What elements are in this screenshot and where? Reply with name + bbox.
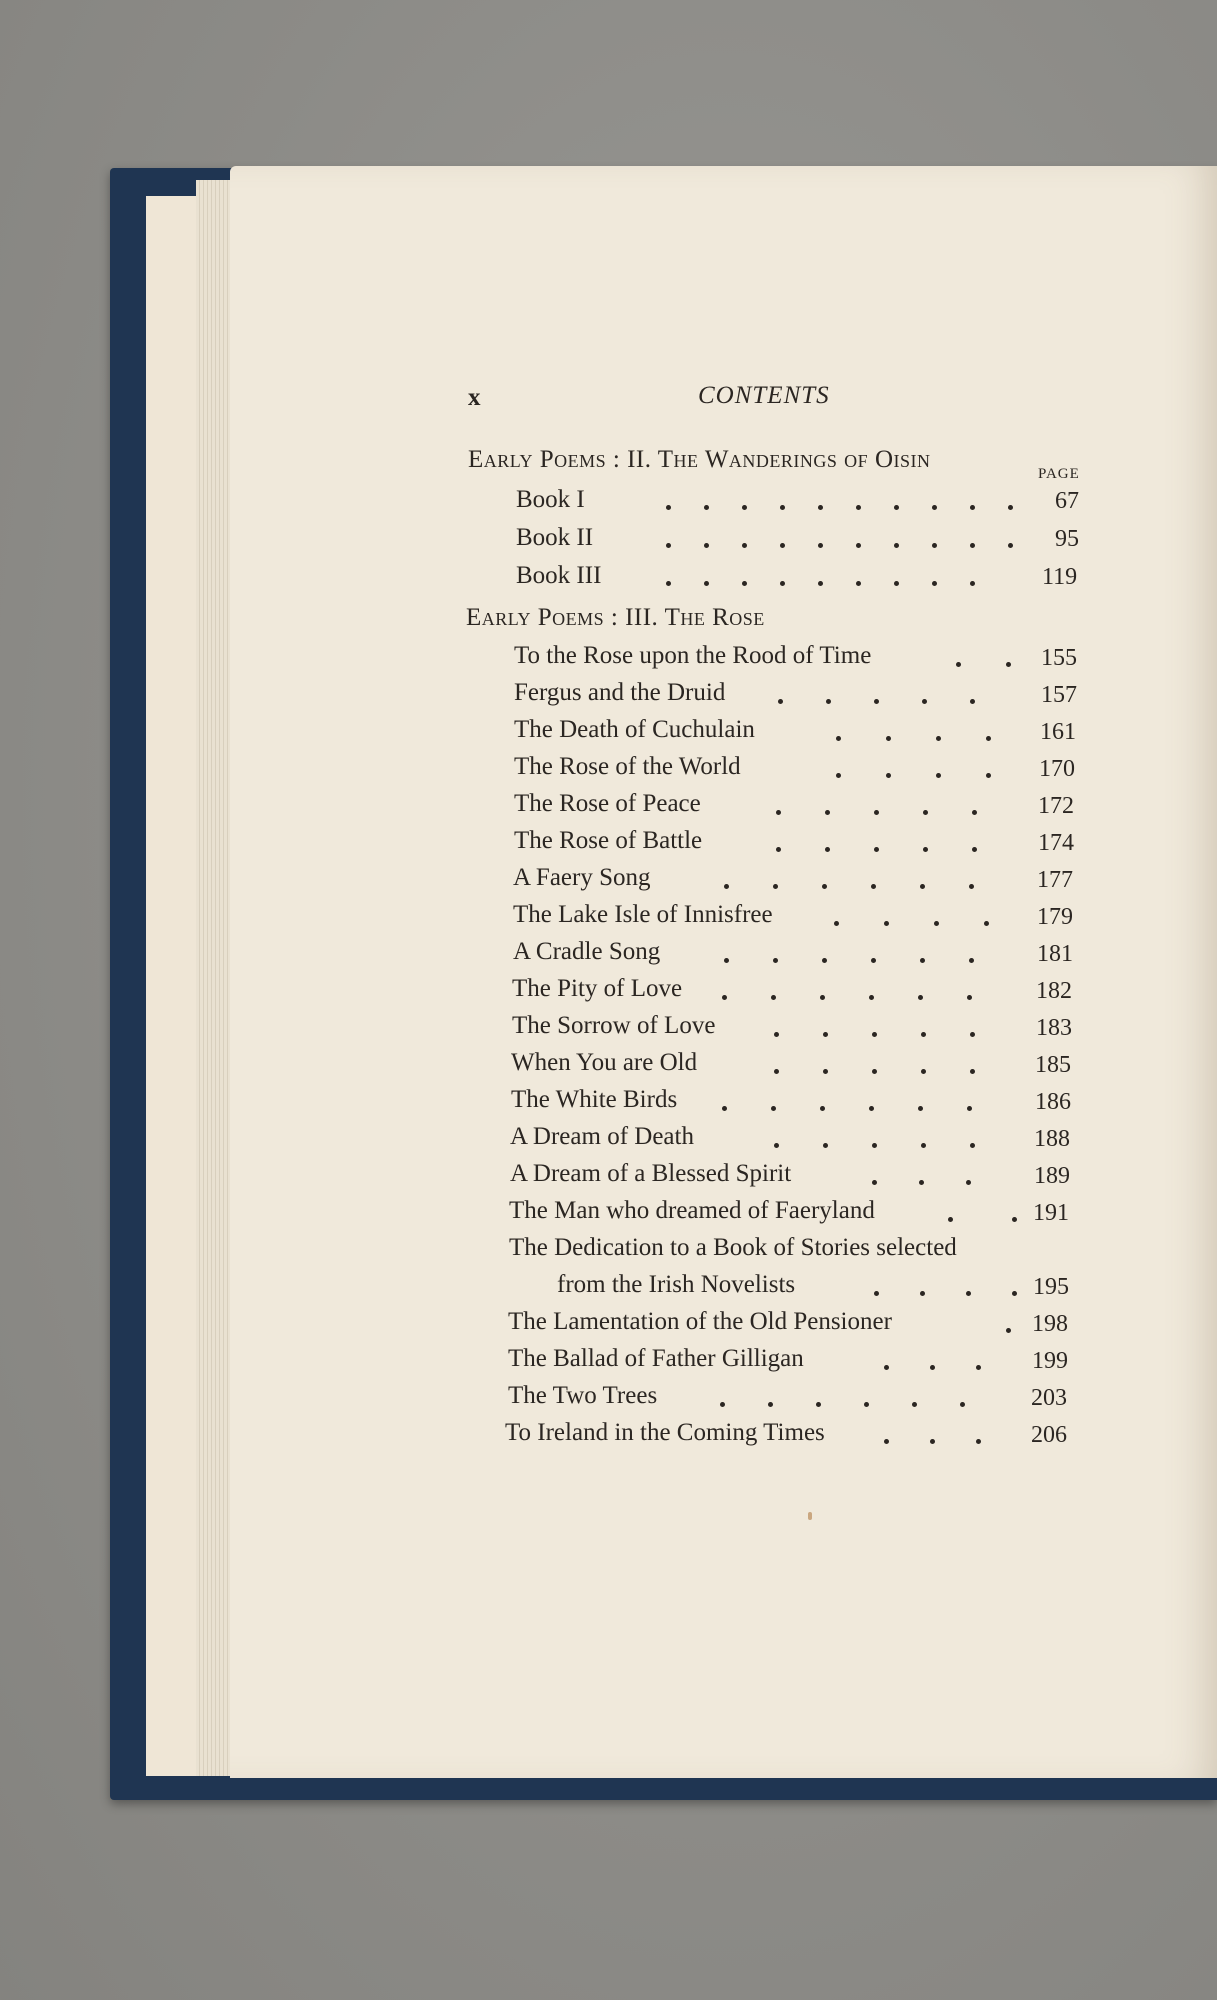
leader-dot [666,505,671,510]
toc-entry-title: The Pity of Love [512,975,683,1002]
leader-dot [894,581,899,586]
toc-entry-title: Book I [516,486,585,513]
toc-entry-title: The Two Trees [508,1382,658,1409]
page-number: x [468,384,481,411]
toc-entry-title: The White Birds [511,1086,678,1113]
leader-dot [864,1402,869,1407]
leader-dot [934,921,939,926]
leader-dot [967,1106,972,1111]
leader-dot [884,1439,889,1444]
leader-dot [771,995,776,1000]
leader-dot [818,543,823,548]
toc-entry-title: Book II [516,524,594,551]
leader-dot [780,505,785,510]
leader-dot [930,1439,935,1444]
leader-dot [720,1402,725,1407]
leader-dot [822,958,827,963]
leader-dot [773,958,778,963]
section-heading: Early Poems : II. The Wanderings of Oisin [468,446,931,473]
toc-entry-page: 203 [1031,1385,1067,1411]
leader-dot [948,1217,953,1222]
leader-dot [1012,1217,1017,1222]
leader-dot [776,847,781,852]
leader-dot [874,810,879,815]
leader-dot [969,958,974,963]
leader-dot [936,773,941,778]
toc-entry-page: 206 [1031,1422,1067,1448]
leader-dot [884,1365,889,1370]
leader-dot [918,995,923,1000]
leader-dot [822,884,827,889]
leader-dot [923,810,928,815]
toc-entry-page: 155 [1041,645,1077,671]
leader-dot [919,1180,924,1185]
toc-entry-page: 188 [1034,1126,1070,1152]
leader-dot [930,1365,935,1370]
leader-dot [869,1106,874,1111]
leader-dot [742,543,747,548]
leader-dot [826,699,831,704]
leader-dot [722,995,727,1000]
toc-entry-title: Fergus and the Druid [514,679,726,706]
toc-entry-continuation: from the Irish Novelists [557,1271,796,1298]
leader-dot [871,958,876,963]
leader-dot [724,884,729,889]
leader-dot [872,1032,877,1037]
leader-dot [972,847,977,852]
toc-entry-title: The Ballad of Father Gilligan [508,1345,804,1372]
leader-dot [836,736,841,741]
toc-entry-page: 161 [1040,719,1076,745]
leader-dot [984,921,989,926]
toc-entry-page: 177 [1037,867,1073,893]
leader-dot [932,543,937,548]
leader-dot [970,1032,975,1037]
leader-dot [894,505,899,510]
leader-dot [966,1180,971,1185]
toc-entry-page: 170 [1039,756,1075,782]
leader-dot [771,1106,776,1111]
leader-dot [970,1143,975,1148]
leader-dot [1006,1328,1011,1333]
leader-dot [836,773,841,778]
toc-entry-page: 119 [1042,564,1078,590]
leader-dot [869,995,874,1000]
page-column-label: PAGE [1038,466,1080,482]
toc-entry-title: To Ireland in the Coming Times [505,1419,825,1446]
toc-entry-title: The Rose of Peace [514,790,701,817]
leader-dot [920,958,925,963]
leader-dot [986,736,991,741]
leader-dot [932,581,937,586]
leader-dot [666,581,671,586]
leader-dot [818,581,823,586]
leader-dot [823,1069,828,1074]
leader-dot [780,543,785,548]
toc-entry-title: A Dream of a Blessed Spirit [510,1160,792,1187]
leader-dot [956,662,961,667]
toc-entry-title: The Rose of Battle [514,827,703,854]
toc-entry-title: The Lamentation of the Old Pensioner [508,1308,892,1335]
toc-entry-page: 174 [1038,830,1074,856]
toc-entry-title: The Rose of the World [514,753,741,780]
leader-dot [768,1402,773,1407]
leader-dot [967,995,972,1000]
leader-dot [960,1402,965,1407]
leader-dot [872,1069,877,1074]
leader-dot [1008,543,1013,548]
leader-dot [820,995,825,1000]
leader-dot [970,699,975,704]
leader-dot [820,1106,825,1111]
leader-dot [773,884,778,889]
toc-entry-title: The Lake Isle of Innisfree [513,901,773,928]
leader-dot [922,699,927,704]
toc-entry-page: 179 [1037,904,1073,930]
leader-dot [972,810,977,815]
leader-dot [886,736,891,741]
leader-dot [921,1032,926,1037]
toc-entry-page: 195 [1033,1274,1069,1300]
leader-dot [921,1069,926,1074]
leader-dot [704,543,709,548]
leader-dot [874,847,879,852]
paper-speck [808,1512,812,1520]
leader-dot [1008,505,1013,510]
leader-dot [666,543,671,548]
toc-entry-title: The Death of Cuchulain [514,716,755,743]
leader-dot [970,581,975,586]
leader-dot [774,1143,779,1148]
leader-dot [920,884,925,889]
toc-entry-page: 67 [1055,488,1079,514]
toc-entry-page: 198 [1032,1311,1068,1337]
leader-dot [722,1106,727,1111]
leader-dot [970,1069,975,1074]
leader-dot [704,505,709,510]
toc-entry-page: 182 [1036,978,1072,1004]
toc-entry-page: 172 [1038,793,1074,819]
leader-dot [872,1143,877,1148]
leader-dot [969,884,974,889]
leader-dot [871,884,876,889]
toc-entry-page: 186 [1035,1089,1071,1115]
leader-dot [780,581,785,586]
leader-dot [704,581,709,586]
leader-dot [918,1106,923,1111]
leader-dot [816,1402,821,1407]
leader-dot [856,581,861,586]
toc-entry-page: 185 [1035,1052,1071,1078]
leader-dot [884,921,889,926]
leader-dot [818,505,823,510]
toc-entry-title: Book III [516,562,602,589]
leader-dot [724,958,729,963]
leader-dot [856,505,861,510]
leader-dot [1006,662,1011,667]
leader-dot [774,1069,779,1074]
leader-dot [778,699,783,704]
toc-entry-title: When You are Old [511,1049,698,1076]
leader-dot [886,773,891,778]
leader-dot [774,1032,779,1037]
toc-entry-page: 181 [1037,941,1073,967]
toc-entry-title: A Cradle Song [513,938,661,965]
toc-entry-page: 189 [1034,1163,1070,1189]
leader-dot [894,543,899,548]
toc-entry-page: 95 [1055,526,1079,552]
toc-entry-page: 199 [1032,1348,1068,1374]
leader-dot [920,1291,925,1296]
section-heading: Early Poems : III. The Rose [466,604,765,631]
toc-entry-title: The Sorrow of Love [512,1012,716,1039]
leader-dot [825,810,830,815]
leader-dot [921,1143,926,1148]
leader-dot [823,1032,828,1037]
toc-entry-title: The Dedication to a Book of Stories selected [509,1234,957,1261]
leader-dot [834,921,839,926]
leader-dot [742,505,747,510]
leader-dot [976,1439,981,1444]
leader-dot [874,699,879,704]
leader-dot [923,847,928,852]
leader-dot [856,543,861,548]
leader-dot [823,1143,828,1148]
leader-dot [966,1291,971,1296]
leader-dot [936,736,941,741]
leader-dot [872,1180,877,1185]
toc-entry-page: 183 [1036,1015,1072,1041]
toc-entry-title: A Faery Song [513,864,651,891]
leader-dot [912,1402,917,1407]
leader-dot [776,810,781,815]
leader-dot [932,505,937,510]
toc-entry-title: A Dream of Death [510,1123,694,1150]
leader-dot [976,1365,981,1370]
leader-dot [970,543,975,548]
leader-dot [742,581,747,586]
toc-entry-page: 191 [1033,1200,1069,1226]
leader-dot [825,847,830,852]
leader-dot [874,1291,879,1296]
toc-entry-title: To the Rose upon the Rood of Time [514,642,872,669]
leader-dot [970,505,975,510]
toc-entry-title: The Man who dreamed of Faeryland [509,1197,875,1224]
toc-entry-page: 157 [1041,682,1077,708]
leader-dot [986,773,991,778]
leader-dot [1012,1291,1017,1296]
running-title: CONTENTS [698,382,830,409]
